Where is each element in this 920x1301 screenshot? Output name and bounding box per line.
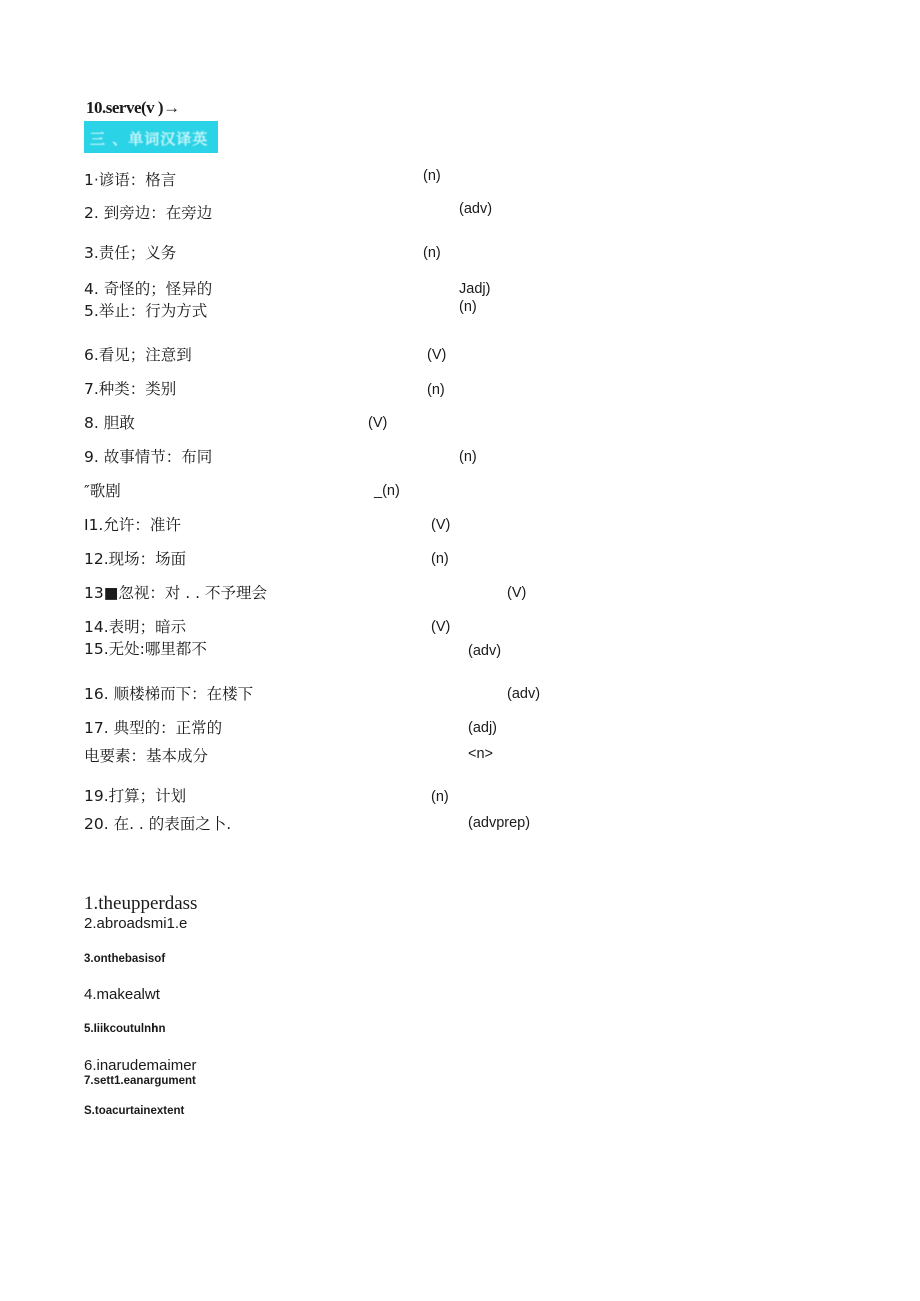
vocab-item-3: 3.责任；义务 <box>84 244 177 262</box>
vocab-pos-15: (adv) <box>468 643 502 659</box>
vocab-pos-18: <n> <box>468 746 493 762</box>
vocab-pos-1: (n) <box>423 168 441 184</box>
vocab-pos-17: (adj) <box>468 720 498 736</box>
vocab-item-17: 17. 典型的：正常的 <box>84 719 223 737</box>
section-banner <box>84 121 218 153</box>
vocab-item-8: 8. 胆敢 <box>84 414 135 432</box>
vocab-pos-19: (n) <box>431 789 449 805</box>
vocab-pos-9: (n) <box>459 449 477 465</box>
vocab-item-7: 7.种类：类别 <box>84 380 177 398</box>
phrase-6: 6.inarudemaimer <box>84 1057 197 1074</box>
vocab-item-18: 电要素：基本成分 <box>84 747 209 765</box>
vocab-pos-10: _(n) <box>374 483 400 499</box>
vocab-item-10: ″歌剧 <box>84 482 121 500</box>
phrase-3: 3.onthebasisof <box>84 953 166 965</box>
vocab-pos-7: (n) <box>427 382 445 398</box>
vocab-pos-2: (adv) <box>459 201 493 217</box>
vocab-pos-5: (n) <box>459 299 477 315</box>
vocab-pos-13: (V) <box>507 585 527 601</box>
vocab-item-4: 4. 奇怪的；怪异的 <box>84 280 213 298</box>
vocab-pos-11: (V) <box>431 517 451 533</box>
vocab-pos-6: (V) <box>427 347 447 363</box>
vocab-item-1: 1·谚语：格言 <box>84 171 177 189</box>
vocab-item-2: 2. 到旁边：在旁边 <box>84 204 213 222</box>
phrase-2: 2.abroadsmi1.e <box>84 915 188 932</box>
vocab-pos-20: (advprep) <box>468 815 531 831</box>
vocab-item-6: 6.看见；注意到 <box>84 346 192 364</box>
vocab-item-16: 16. 顺楼梯而下：在楼下 <box>84 685 254 703</box>
vocab-pos-16: (adv) <box>507 686 541 702</box>
vocab-item-9: 9. 故事情节：布同 <box>84 448 213 466</box>
vocab-item-13: 13■忽视：对 . . 不予理会 <box>84 584 268 602</box>
vocab-item-5: 5.举止：行为方式 <box>84 302 208 320</box>
phrase-5: 5.Iiikcoutulnհn <box>84 1023 166 1035</box>
vocab-pos-4: Jadj) <box>459 281 491 297</box>
vocab-pos-3: (n) <box>423 245 441 261</box>
vocab-item-11: I1.允许：准许 <box>84 516 181 534</box>
phrase-1: 1.theupperdass <box>84 893 198 914</box>
phrase-4: 4.makealwt <box>84 986 160 1003</box>
vocab-item-12: 12.现场：场面 <box>84 550 187 568</box>
vocab-pos-14: (V) <box>431 619 451 635</box>
vocab-item-19: 19.打算；计划 <box>84 787 187 805</box>
section-banner-label: 三 、单词汉译英 <box>90 130 209 148</box>
item-10-heading: 10.serve(v )→ <box>86 98 180 117</box>
vocab-pos-8: (V) <box>368 415 388 431</box>
vocab-item-14: 14.表明；暗示 <box>84 618 187 636</box>
phrase-8: S.toacurtainextent <box>84 1105 185 1117</box>
vocab-pos-12: (n) <box>431 551 449 567</box>
phrase-7: 7.sett1.eanargument <box>84 1075 196 1087</box>
vocab-item-20: 20. 在. . 的表面之卜. <box>84 815 232 833</box>
vocab-item-15: 15.无处:哪里都不 <box>84 640 207 658</box>
